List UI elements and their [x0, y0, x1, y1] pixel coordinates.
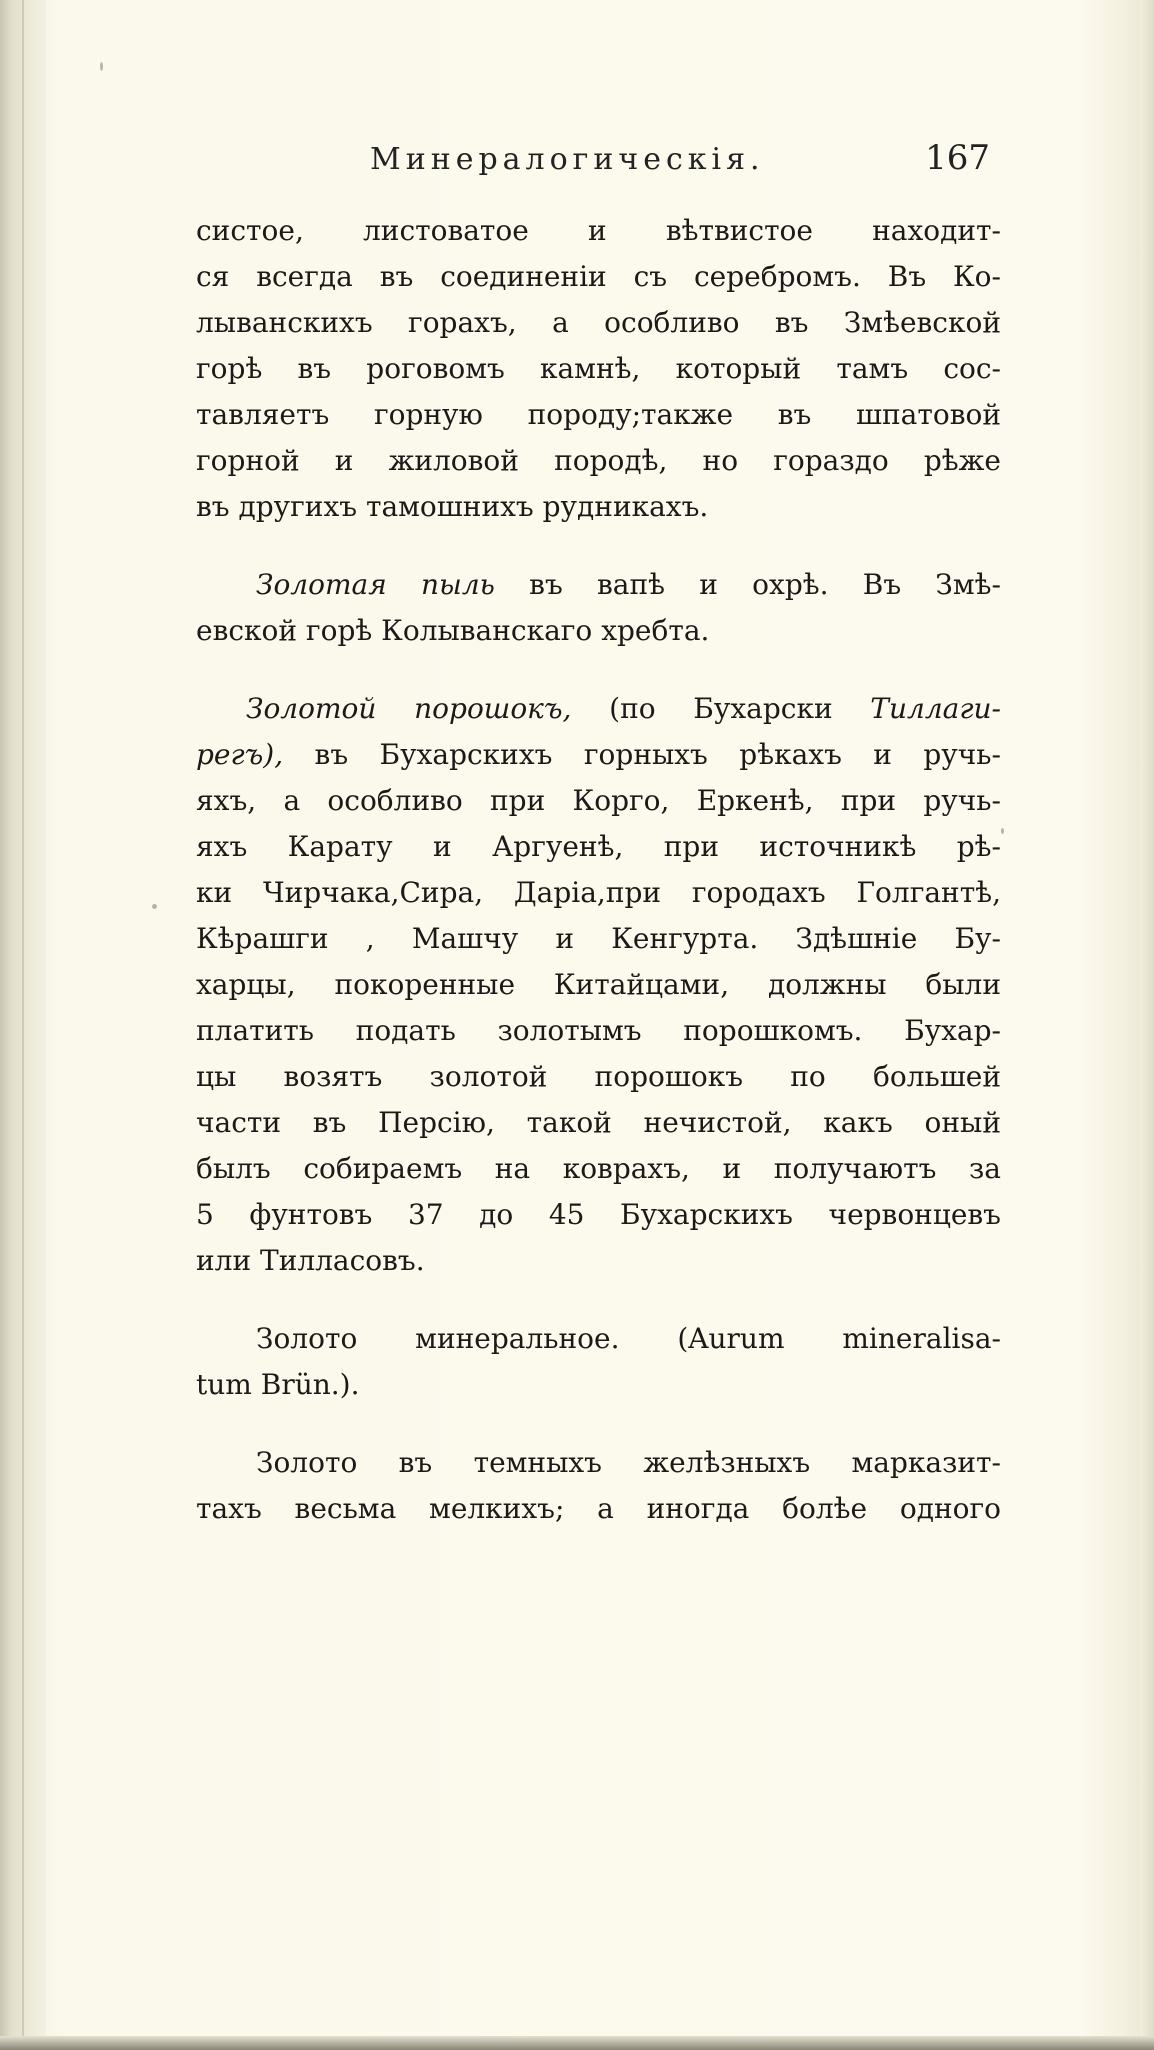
text-line: яхъ Карату и Аргуенѣ, при источникѣ рѣ-	[196, 830, 1001, 863]
term-local-end: регъ),	[196, 738, 284, 771]
term-local: Тиллаги-	[870, 692, 1001, 725]
text-line: Золото въ темныхъ желѣзныхъ марказит-	[256, 1446, 1001, 1479]
body-text	[196, 208, 1001, 1532]
paragraph	[196, 686, 1001, 1284]
text-line: tum Brün.).	[196, 1368, 360, 1401]
text-line	[196, 562, 1001, 608]
text-line: или Тилласовъ.	[196, 1244, 425, 1277]
text-line: ся всегда въ соединеніи съ серебромъ. Въ Ко-	[196, 260, 1001, 293]
text-line: горной и жиловой породѣ, но гораздо рѣже	[196, 444, 1001, 477]
page-right-edge	[1140, 0, 1154, 2050]
text-run: въ вапѣ и охрѣ. Въ Змѣ-	[494, 568, 1001, 601]
page-number: 167	[925, 138, 990, 178]
text-line: былъ собираемъ на коврахъ, и получаютъ за	[196, 1152, 1001, 1185]
paper-speck	[100, 62, 103, 71]
text-line: евской горѣ Колыванскаго хребта.	[196, 614, 710, 647]
text-line: въ другихъ тамошнихъ рудникахъ.	[196, 490, 709, 523]
text-line	[196, 686, 1001, 732]
page-header	[370, 138, 990, 178]
text-line: Кѣрашги , Машчу и Кенгурта. Здѣшніе Бу-	[196, 922, 1001, 955]
term: Золотой порошокъ,	[246, 692, 572, 725]
paper-speck	[1001, 828, 1004, 834]
text-line: ки Чирчака,Сира, Даріа,при городахъ Голгантѣ,	[196, 876, 1001, 909]
gutter-fold-line	[22, 0, 24, 2050]
paragraph	[196, 1316, 1001, 1408]
text-line: тавляетъ горную породу;также въ шпатовой	[196, 398, 1001, 431]
text-line: лыванскихъ горахъ, а особливо въ Змѣевской	[196, 306, 1001, 339]
term: Золотая пыль	[256, 568, 495, 601]
text-line: 5 фунтовъ 37 до 45 Бухарскихъ червонцевъ	[196, 1198, 1001, 1231]
paper-speck	[152, 904, 157, 909]
text-line: платить подать золотымъ порошкомъ. Бухар-	[196, 1014, 1001, 1047]
text-run: (по Бухарски	[571, 692, 871, 725]
text-line: горѣ въ роговомъ камнѣ, который тамъ сос-	[196, 352, 1001, 385]
text-line: яхъ, а особливо при Корго, Еркенѣ, при ручь-	[196, 784, 1001, 817]
paragraph	[196, 1440, 1001, 1532]
paragraph	[196, 562, 1001, 654]
paragraph	[196, 208, 1001, 530]
text-line: тахъ весьма мелкихъ; а иногда болѣе одного	[196, 1492, 1001, 1525]
text-line	[196, 732, 1001, 778]
text-line: части въ Персію, такой нечистой, какъ оный	[196, 1106, 1001, 1139]
text-line: цы возятъ золотой порошокъ по большей	[196, 1060, 1001, 1093]
page-bottom-edge	[0, 2036, 1154, 2050]
text-line: харцы, покоренные Китайцами, должны были	[196, 968, 1001, 1001]
running-title: Минералогическія.	[370, 142, 765, 177]
text-run: въ Бухарскихъ горныхъ рѣкахъ и ручь-	[283, 738, 1001, 771]
text-line: систое, листоватое и вѣтвистое находит-	[196, 214, 1001, 247]
text-line: Золото минеральное. (Aurum mineralisa-	[256, 1322, 1001, 1355]
